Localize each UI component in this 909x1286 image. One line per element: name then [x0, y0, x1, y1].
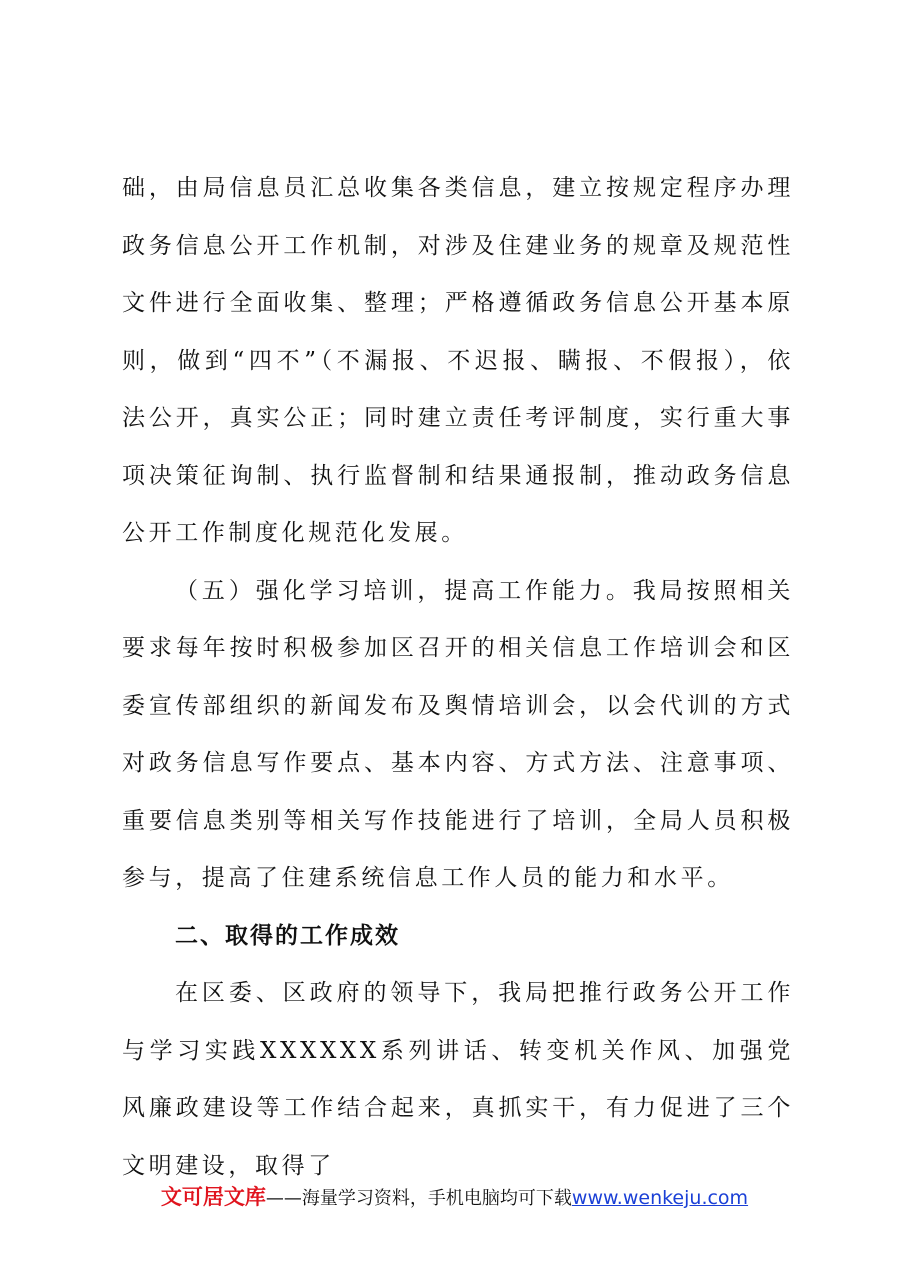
section-heading: 二、取得的工作成效 [175, 922, 400, 949]
paragraph-achievements: 在区委、区政府的领导下，我局把推行政务公开工作与学习实践XXXXXX系列讲话、转变机关作风、加强党风廉政建设等工作结合起来，真抓实干，有力促进了三个文明建设，取得了 [122, 980, 794, 1179]
document-body [122, 160, 794, 1195]
footer-link[interactable]: www.wenkeju.com [571, 1187, 749, 1209]
paragraph-training: （五）强化学习培训，提高工作能力。我局按照相关要求每年按时积极参加区召开的相关信息工作培训会和区委宣传部组织的新闻发布及舆情培训会，以会代训的方式对政务信息写作要点、基本内容、方式方法、注意事项、重要信息类别等相关写作技能进行了培训，全局人员积极参与，提高了住建系统信息工作人员的能力和水平。 [122, 577, 794, 891]
footer-banner [0, 1181, 909, 1211]
paragraph-continuation: 础，由局信息员汇总收集各类信息，建立按规定程序办理政务信息公开工作机制，对涉及住建业务的规章及规范性文件进行全面收集、整理；严格遵循政务信息公开基本原则，做到“四不”（不漏报、不迟报、瞒报、不假报），依法公开，真实公正；同时建立责任考评制度，实行重大事项决策征询制、执行监督制和结果通报制，推动政务信息公开工作制度化规范化发展。 [122, 175, 794, 546]
footer-brand: 文可居文库 [160, 1185, 266, 1209]
footer-slogan: ——海量学习资料，手机电脑均可下载 [265, 1188, 572, 1209]
